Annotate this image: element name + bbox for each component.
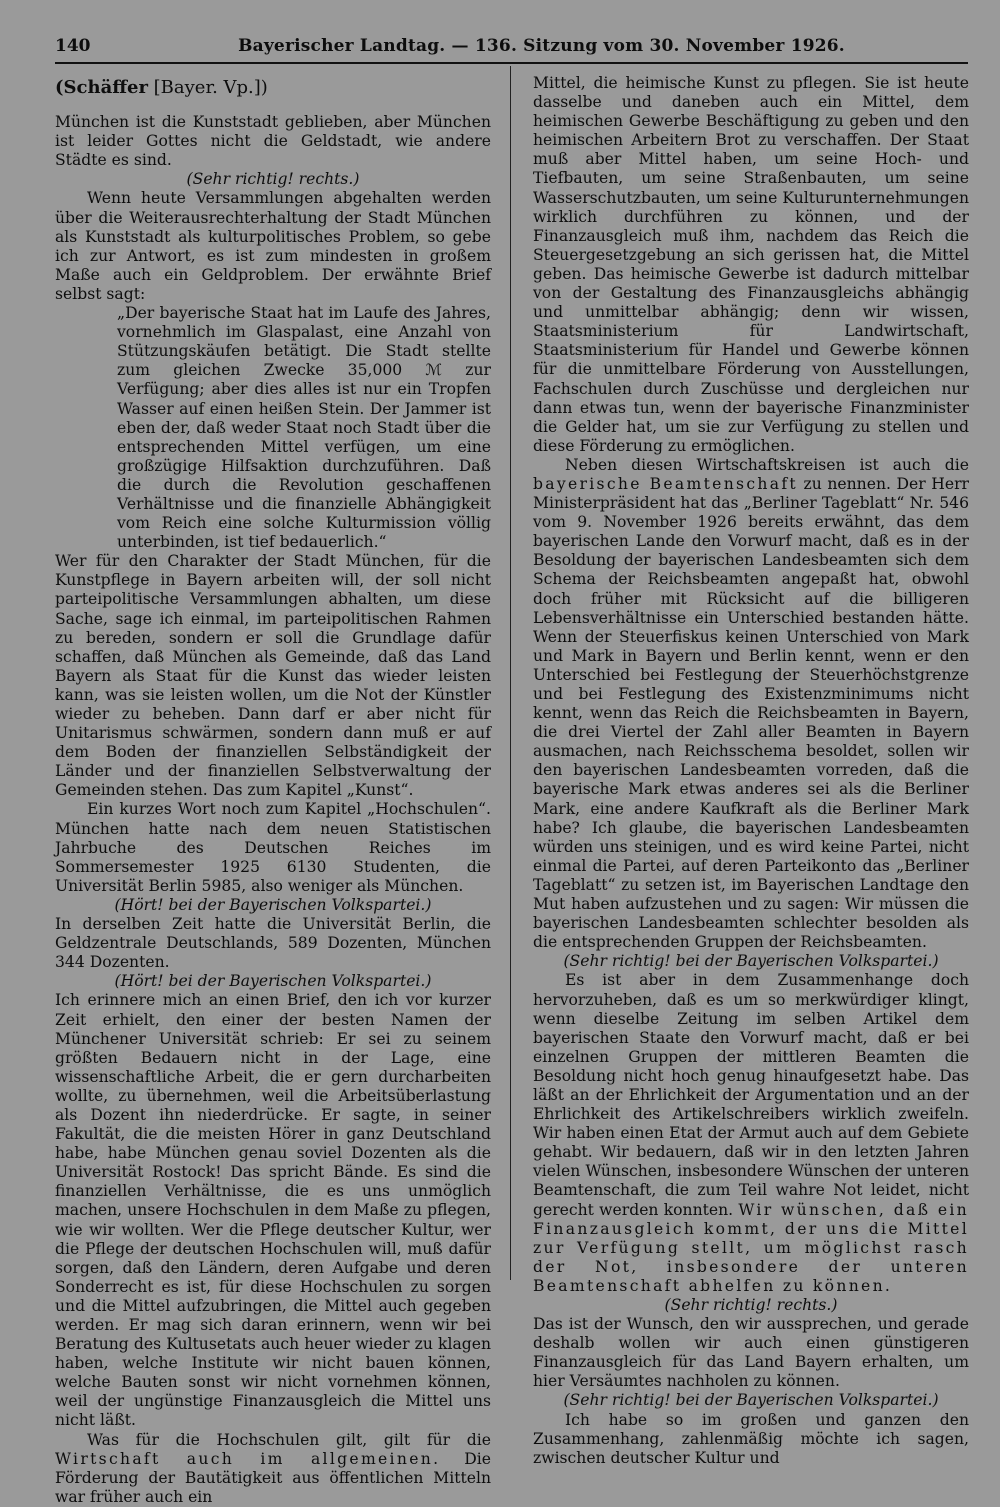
paragraph [55,1431,491,1507]
paragraph: Wenn heute Versammlungen abgehalten werden über die Weiterausrechterhaltung der Stadt München als Kunststadt als kulturpolitisches Problem, so gebe ich zur Antwort, es ist zum mindesten in großem Maße auch ein Geldproblem. Der erwähnte Brief selbst sagt: [55,189,491,303]
left-column [55,74,491,1506]
header-rule [55,62,968,64]
quoted-letter: „Der bayerische Staat hat im Laufe des Jahres, vornehmlich im Glaspalast, eine Anzahl von Stützungskäufen betätigt. Die Stadt stellte zum gleichen Zwecke 35,000 ℳ zur Verfügung; aber dies alles ist nur ein Tropfen Wasser auf einen heißen Stein. Der Jammer ist eben der, daß weder Staat noch Stadt über die entsprechenden Mittel verfügen, um eine großzügige Hilfsaktion durchzuführen. Daß die durch die Revolution geschaffenen Verhältnisse und die finanzielle Abhängigkeit vom Reich eine solche Kulturmission völlig unterbinden, ist tief bedauerlich.“ [117,304,491,552]
text-run: zu nennen. Der Herr Ministerpräsident hat das „Berliner Tageblatt“ Nr. 546 vom 9. November 1926 bereits erwähnt, das dem bayerischen Lande den Vorwurf macht, daß es in der Besoldung der bayerischen Landesbeamten sich dem Schema der Reichsbeamten angepaßt hat, obwohl doch früher mit Rücksicht auf die billigeren Lebensverhältnisse ein Unterschied bestanden hätte. Wenn der Steuerfiskus keinen Unterschied von Mark und Mark in Bayern und Berlin kennt, wenn er den Unterschied bei Festlegung der Steuerhöchstgrenze und bei Festlegung des Existenzminimums nicht kennt, wenn das Reich die Reichsbeamten in Bayern, die drei Viertel der Zahl aller Beamten in Bayern ausmachen, nach Reichsschema besoldet, sollen wir den bayerischen Landesbeamten vorreden, daß die bayerische Mark etwas anderes sei als die Berliner Mark, eine andere Kaufkraft als die Berliner Mark habe? Ich glaube, die bayerischen Landesbeamten würden uns steinigen, und es wird keine Partei, nicht einmal die Partei, auf deren Parteikonto das „Berliner Tageblatt“ zu setzen ist, im Bayerischen Landtage den Mut haben aufzustehen und zu sagen: Wir müssen die bayerischen Landesbeamten schlechter besolden als die entsprechenden Gruppen der Reichsbeamten. [533,474,969,952]
speaker-name: (Schäffer [55,77,148,98]
running-title: Bayerischer Landtag. — 136. Sitzung vom 30. November 1926. [238,36,845,56]
spaced-emphasis: bayerische Beamtenschaft [533,474,798,493]
spaced-emphasis: Wir wünschen, daß ein Finanzausgleich kommt, der uns die Mittel zur Verfügung stellt, um möglichst rasch der Not, insbesondere der unteren Beamtenschaft abhelfen zu können. [533,1200,969,1295]
right-column [533,74,969,1467]
text-run: Die Förderung der Bautätigkeit aus öffentlichen Mitteln war früher auch ein [55,1449,491,1506]
paragraph [533,971,969,1296]
column-divider [510,66,511,1280]
interjection: (Sehr richtig! bei der Bayerischen Volkspartei.) [563,952,939,971]
speaker-party: [Bayer. Vp.]) [147,77,268,98]
paragraph: Wer für den Charakter der Stadt München, für die Kunstpflege in Bayern arbeiten will, der soll nicht parteipolitische Versammlungen abhalten, um diese Sache, sage ich einmal, im parteipolitischen Rahmen zu bereden, sondern er soll die Grundlage dafür schaffen, daß München als Gemeinde, daß das Land Bayern als Staat für die Kunst das wieder leisten kann, was sie leisten wollen, um die Not der Künstler wieder zu beheben. Dann darf er aber nicht für Unitarismus schwärmen, sondern dann muß er auf dem Boden der finanziellen Selbständigkeit der Länder und der finanziellen Selbstverwaltung der Gemeinden stehen. Das zum Kapitel „Kunst“. [55,552,491,800]
paragraph: Ein kurzes Wort noch zum Kapitel „Hochschulen“. München hatte nach dem neuen Statistischen Jahrbuche des Deutschen Reiches im Sommersemester 1925 6130 Studenten, die Universität Berlin 5985, also weniger als München. [55,800,491,895]
interjection: (Sehr richtig! rechts.) [186,170,360,189]
paragraph: Mittel, die heimische Kunst zu pflegen. Sie ist heute dasselbe und daneben auch ein Mittel, dem heimischen Gewerbe Beschäftigung zu geben und den heimischen Arbeitern Brot zu verschaffen. Der Staat muß aber Mittel haben, um seine Hoch- und Tiefbauten, um seine Straßenbauten, um seine Wasserschutzbauten, um seine Kulturunternehmungen wirklich durchführen zu können, und der Finanzausgleich muß ihm, nachdem das Reich die Steuergesetzgebung an sich gerissen hat, die Mittel geben. Das heimische Gewerbe ist dadurch mittelbar von der Gestaltung des Finanzausgleichs abhängig und unmittelbar abhängig; denn wir wissen, Staatsministerium für Landwirtschaft, Staatsministerium für Handel und Gewerbe können für die unmittelbare Förderung von Ausstellungen, Fachschulen durch Zuschüsse und dergleichen nur dann etwas tun, wenn der bayerische Finanzminister die Gelder hat, um sie zur Verfügung zu stellen und diese Förderung zu ermöglichen. [533,74,969,455]
text-run: Neben diesen Wirtschaftskreisen ist auch die [565,455,969,474]
paragraph [533,456,969,952]
paragraph: München ist die Kunststadt geblieben, aber München ist leider Gottes nicht die Geldstadt, wie andere Städte es sind. [55,113,491,170]
page-number: 140 [55,36,91,56]
interjection: (Hört! bei der Bayerischen Volkspartei.) [114,972,432,991]
text-run: Was für die Hochschulen gilt, gilt für die [87,1430,491,1449]
text-run: Es ist aber in dem Zusammenhange doch hervorzuheben, daß es um so merkwürdiger klingt, wenn dieselbe Zeitung im selben Artikel dem bayerischen Staate den Vorwurf macht, daß er bei einzelnen Gruppen der mittleren Beamten die Besoldung nicht hoch genug hinaufgesetzt habe. Das läßt an der Ehrlichkeit der Argumentation und an der Ehrlichkeit des Artikelschreibers wirklich zweifeln. Wir haben einen Etat der Armut auch auf dem Gebiete gehabt. Wir bedauern, daß wir in den letzten Jahren vielen Wünschen, insbesondere Wünschen der unteren Beamtenschaft, die zum Teil wahre Not leidet, nicht gerecht werden konnten. [533,971,969,1219]
interjection: (Hört! bei der Bayerischen Volkspartei.) [114,895,432,914]
paragraph: In derselben Zeit hatte die Universität Berlin, die Geldzentrale Deutschlands, 589 Dozenten, München 344 Dozenten. [55,915,491,972]
paragraph: Ich erinnere mich an einen Brief, den ich vor kurzer Zeit erhielt, den einer der besten Namen der Münchener Universität schrieb: Er sei zu seinem größten Bedauern nicht in der Lage, eine wissenschaftliche Arbeit, die er gern durcharbeiten wollte, zu übernehmen, weil die Arbeitsüberlastung als Dozent ihn niederdrücke. Er sagte, in seiner Fakultät, die die meisten Hörer in ganz Deutschland habe, habe München genau soviel Dozenten als die Universität Rostock! Das spricht Bände. Es sind die finanziellen Verhältnisse, die es uns unmöglich machen, unsere Hochschulen in dem Maße zu pflegen, wie wir wollten. Wer die Pflege deutscher Kultur, wer die Pflege der deutschen Hochschulen will, muß dafür sorgen, daß den Ländern, deren Aufgabe und deren Sonderrecht es ist, für diese Hochschulen zu sorgen und die Mittel aufzubringen, die Mittel auch gegeben werden. Er mag sich daran erinnern, wenn wir bei Beratung des Kultusetats auch heuer wieder zu klagen haben, welche Institute wir nicht bauen können, welche Bauten sonst wir nicht vornehmen können, weil der ungünstige Finanzausgleich die Mittel uns nicht läßt. [55,991,491,1430]
speaker-heading [55,78,491,97]
paragraph: Das ist der Wunsch, den wir aussprechen, und gerade deshalb wollen wir auch einen günstigeren Finanzausgleich für das Land Bayern erhalten, um hier Versäumtes nachholen zu können. [533,1315,969,1391]
interjection: (Sehr richtig! rechts.) [664,1296,838,1314]
paragraph: Ich habe so im großen und ganzen den Zusammenhang, zahlenmäßig möchte ich sagen, zwischen deutscher Kultur und [533,1410,969,1467]
page-header [55,36,968,62]
spaced-emphasis: Wirtschaft auch im allgemeinen. [55,1449,441,1468]
interjection: (Sehr richtig! bei der Bayerischen Volkspartei.) [563,1391,939,1410]
